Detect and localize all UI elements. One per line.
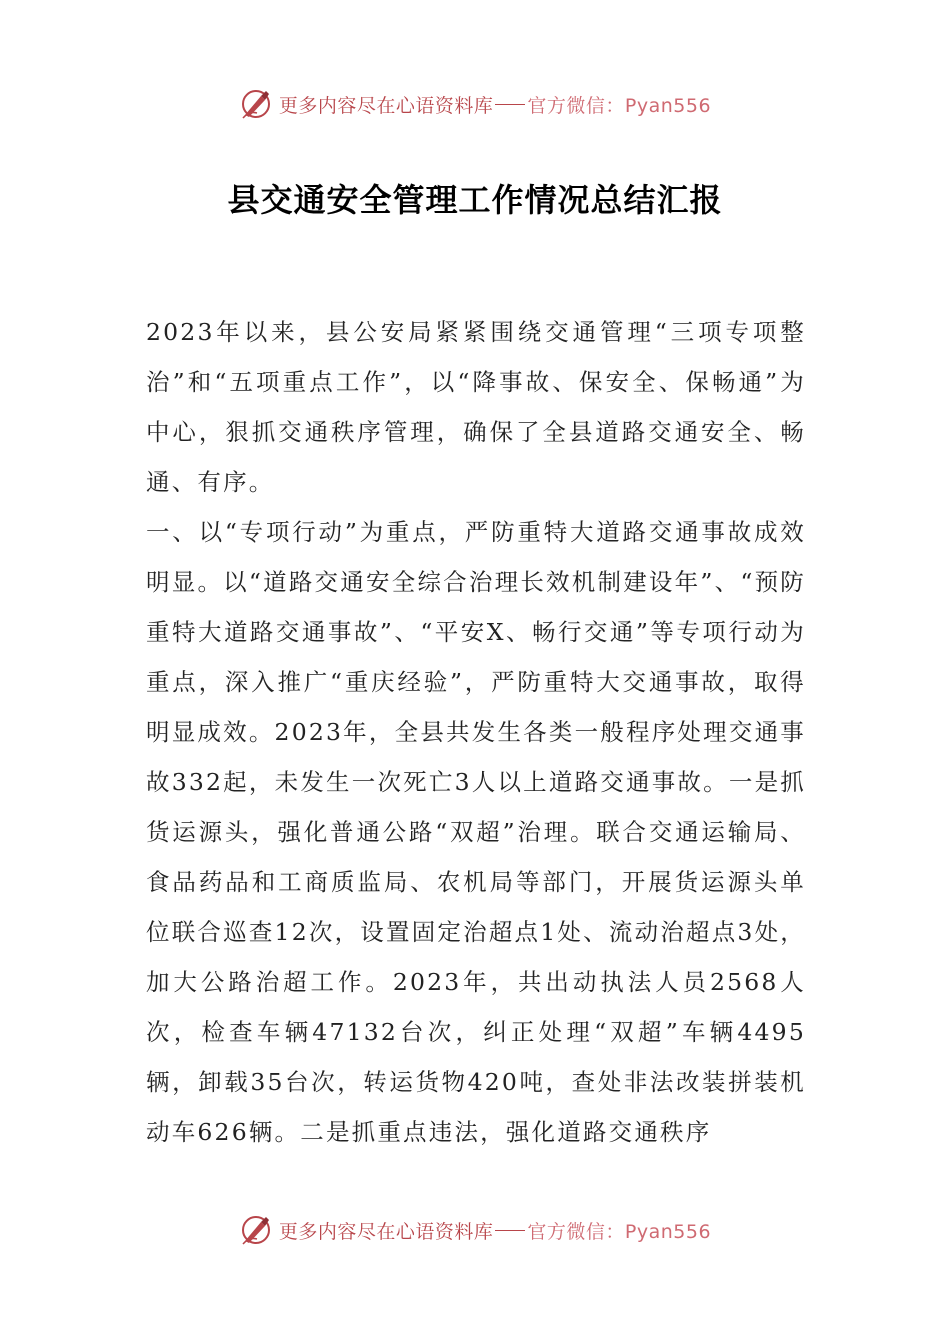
banner-contact-text: 官方微信：Pyan556 <box>527 94 712 117</box>
document-body <box>146 307 806 1157</box>
banner-contact-text: 官方微信：Pyan556 <box>527 1220 712 1243</box>
fountain-pen-logo-icon <box>239 1213 273 1247</box>
document-title: 县交通安全管理工作情况总结汇报 <box>227 181 723 219</box>
banner-dash-divider <box>495 104 525 105</box>
banner-brand-text: 更多内容尽在心语资料库 <box>278 94 494 117</box>
footer-watermark-banner <box>0 1210 950 1250</box>
banner-brand-text: 更多内容尽在心语资料库 <box>278 1220 494 1243</box>
banner-dash-divider <box>495 1230 525 1231</box>
header-watermark-banner <box>0 84 950 124</box>
fountain-pen-logo-icon <box>239 87 273 121</box>
paragraph-section-one: 一、以“专项行动”为重点，严防重特大道路交通事故成效明显。以“道路交通安全综合治理长效机制建设年”、“预防重特大道路交通事故”、“平安X、畅行交通”等专项行动为重点，深入推广“重庆经验”，严防重特大交通事故，取得明显成效。2023年，全县共发生各类一般程序处理交通事故332起，未发生一次死亡3人以上道路交通事故。一是抓货运源头，强化普通公路“双超”治理。联合交通运输局、食品药品和工商质监局、农机局等部门，开展货运源头单位联合巡查12次，设置固定治超点1处、流动治超点3处，加大公路治超工作。2023年，共出动执法人员2568人次，检查车辆47132台次，纠正处理“双超”车辆4495辆，卸载35台次，转运货物420吨，查处非法改装拼装机动车626辆。二是抓重点违法，强化道路交通秩序 <box>146 518 806 1146</box>
paragraph-intro: 2023年以来，县公安局紧紧围绕交通管理“三项专项整治”和“五项重点工作”，以“降事故、保安全、保畅通”为中心，狠抓交通秩序管理，确保了全县道路交通安全、畅通、有序。 <box>146 318 806 496</box>
